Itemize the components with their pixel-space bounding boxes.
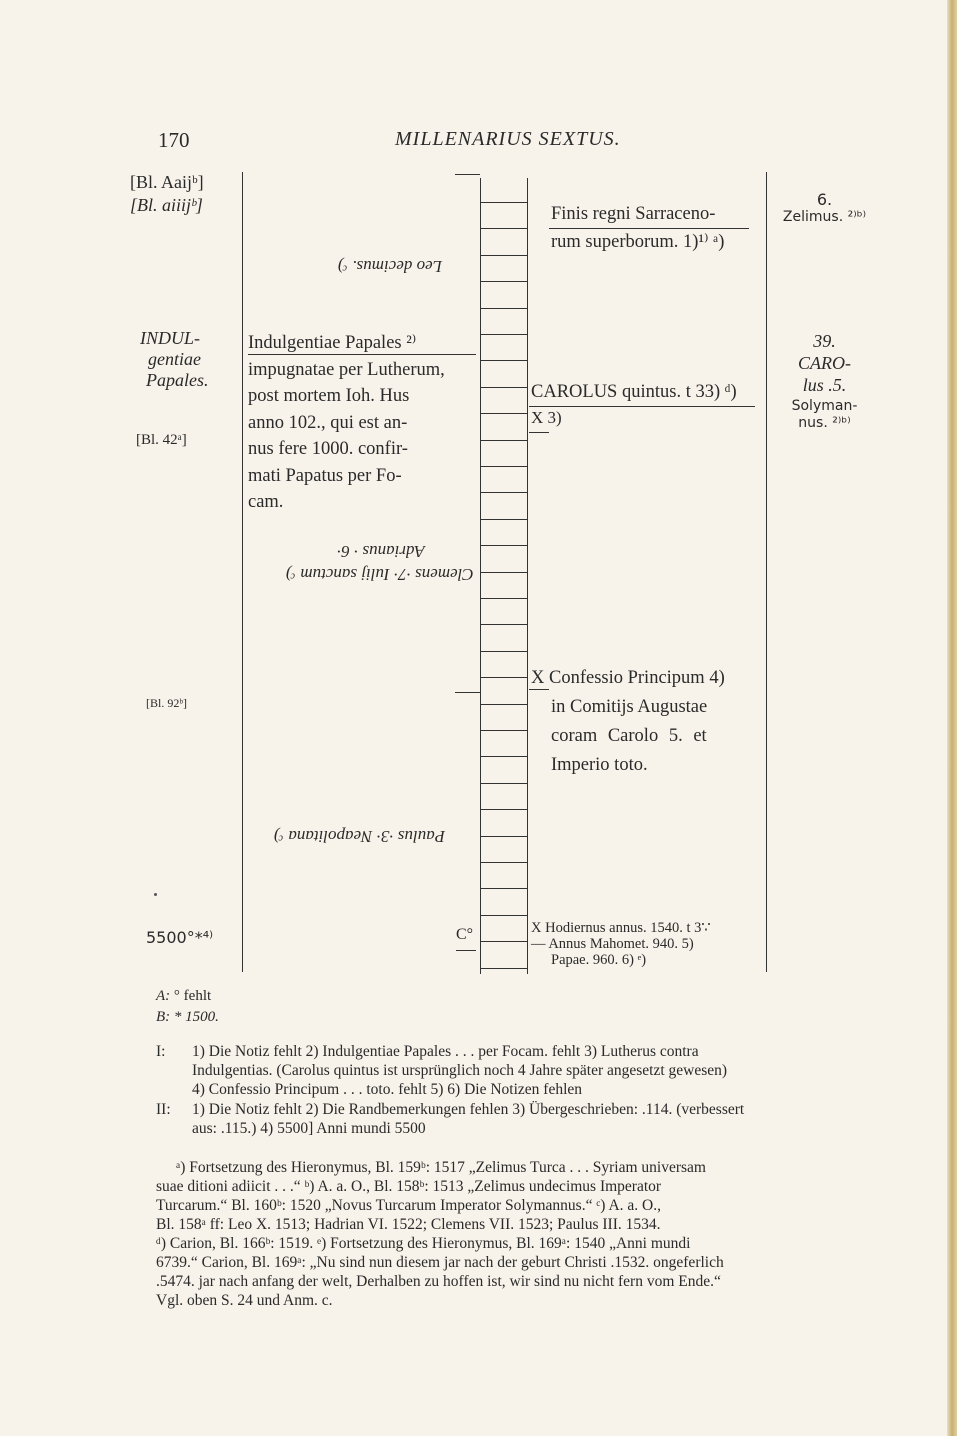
ladder-rung <box>481 334 527 335</box>
footnote-line: 6739.“ Carion, Bl. 169ᵃ: „Nu sind nun diesem jar nach der geburt Christi .1532. ongeferlich <box>156 1254 724 1271</box>
confessio-dash <box>529 689 549 690</box>
ladder-rung <box>481 413 527 414</box>
margin-ref-42: [Bl. 42ᵃ] <box>136 432 187 448</box>
indul-line-1: INDUL- <box>140 328 201 348</box>
hodie-line-3: Papae. 960. 6) ᵉ) <box>551 952 647 968</box>
rotated-adrianus-text: Adrianus · 6· <box>337 542 425 561</box>
indul-text-line: cam. <box>248 492 284 512</box>
variant-a-text: ° fehlt <box>173 988 212 1004</box>
zelimus: Zelimus. ²⁾ᵇ⁾ <box>782 209 867 225</box>
notes-i <box>156 1042 856 1099</box>
notes-i-label: I: <box>156 1043 166 1060</box>
margin-year: 5500°*⁴⁾ <box>146 928 214 947</box>
notes-i-line-2: Indulgentias. (Carolus quintus ist ursprünglich noch 4 Jahre später angesetzt gewesen) <box>192 1062 728 1079</box>
notes-ii-label: II: <box>156 1101 171 1118</box>
finis-line-1: Finis regni Sarraceno- <box>551 204 716 224</box>
variant-b-text: * 1500. <box>173 1009 219 1025</box>
ladder-rung <box>481 836 527 837</box>
ladder-rung <box>481 651 527 652</box>
variant-b-label: B: <box>156 1009 171 1025</box>
footnote-line: Bl. 158ᵃ ff: Leo X. 1513; Hadrian VI. 1522; Clemens VII. 1523; Paulus III. 1534. <box>156 1216 661 1233</box>
notes-ii-line-1: 1) Die Notiz fehlt 2) Die Randbemerkungen fehlen 3) Übergeschrieben: .114. (verbessert <box>192 1101 745 1118</box>
ladder-rung <box>481 440 527 441</box>
ladder-rung <box>481 756 527 757</box>
ladder-rung <box>481 545 527 546</box>
indul-text-line: mati Papatus per Fo- <box>248 465 402 486</box>
vline-left <box>242 172 243 972</box>
ladder-rung <box>481 255 527 256</box>
number-39: 39. <box>813 331 836 351</box>
x3: X 3) <box>531 408 562 427</box>
indul-underline <box>248 354 476 355</box>
footnote-line: ᵈ) Carion, Bl. 166ᵇ: 1519. ᵉ) Fortsetzung des Hieronymus, Bl. 169ᵃ: 1540 „Anni mundi <box>156 1235 691 1252</box>
rotated-clemens-text: Clemens ·7· Iulij sanctum ᶜ) <box>286 565 474 584</box>
ladder-rung <box>481 968 527 969</box>
margin-ref-92: [Bl. 92ᵇ] <box>146 696 188 710</box>
solyman: Solyman- <box>791 398 858 414</box>
ladder-rung <box>481 281 527 282</box>
hline-left-692 <box>455 692 480 693</box>
rotated-clemens <box>286 564 474 584</box>
hodie-block <box>531 920 711 968</box>
carolus-right-block <box>772 330 877 396</box>
indul-line-3: Papales. <box>146 370 209 390</box>
variants <box>156 986 219 1028</box>
ladder-rung <box>481 783 527 784</box>
vline-mid-left <box>480 178 481 974</box>
margin-indul <box>140 328 209 391</box>
ladder-rung <box>481 572 527 573</box>
ladder-rung <box>481 360 527 361</box>
ladder-rung <box>481 466 527 467</box>
vline-mid-right <box>527 178 528 974</box>
ladder-rung <box>481 202 527 203</box>
footnote-line: Turcarum.“ Bl. 160ᵇ: 1520 „Novus Turcarum Imperator Solymannus.“ ᶜ) A. a. O., <box>156 1197 661 1214</box>
ladder-rung <box>481 704 527 705</box>
footnote-line: ᵃ) Fortsetzung des Hieronymus, Bl. 159ᵇ: 1517 „Zelimus Turca . . . Syriam universam <box>176 1159 706 1176</box>
indul-text-line: anno 102., qui est an- <box>248 412 408 433</box>
indul-text-line: impugnatae per Lutherum, <box>248 359 445 380</box>
confessio-line-3: coram Carolo 5. et <box>551 726 707 746</box>
footnotes <box>156 1158 856 1310</box>
ladder-rung <box>481 677 527 678</box>
hline-top <box>455 174 480 175</box>
carolus-underline <box>529 406 755 407</box>
notes-i-line-3: 4) Confessio Principum . . . toto. fehlt 5) 6) Die Notizen fehlen <box>192 1081 583 1098</box>
notes-ii-line-2: aus: .115.) 4) 5500] Anni mundi 5500 <box>192 1120 426 1137</box>
lus5: lus .5. <box>802 375 847 395</box>
solyman-block <box>772 398 877 432</box>
caro: CARO- <box>798 353 851 373</box>
ladder-rung <box>481 730 527 731</box>
ladder-rung <box>481 862 527 863</box>
rotated-leo <box>338 256 442 276</box>
finis-underline <box>549 228 749 229</box>
ladder-rung <box>481 387 527 388</box>
ladder-rung <box>481 598 527 599</box>
ladder-rung <box>481 809 527 810</box>
ladder-rung <box>481 519 527 520</box>
rotated-paulus-text: Paulus ·3· Neapolitana ᶜ) <box>274 827 446 846</box>
page-edge <box>947 0 957 1436</box>
hodie-line-2: — Annus Mahomet. 940. 5) <box>531 936 694 952</box>
ladder-rung <box>481 888 527 889</box>
confessio-line-4: Imperio toto. <box>551 755 648 775</box>
footnote-line: .5474. jar nach anfang der welt, Derhalben zu hoffen ist, wir sind nu nicht fern vom Ende.“ <box>156 1273 721 1290</box>
ladder-rung <box>481 308 527 309</box>
footnote-line: Vgl. oben S. 24 und Anm. c. <box>156 1292 333 1309</box>
c-mark: C° <box>456 926 474 943</box>
number-six: 6. <box>816 190 833 209</box>
indulgentiae-text <box>248 357 480 516</box>
rotated-leo-text: Leo decimus. ᶜ) <box>338 257 443 276</box>
margin-dot <box>154 893 157 896</box>
footnote-line: suae ditioni adiicit . . .“ ᵇ) A. a. O., Bl. 158ᵇ: 1513 „Zelimus undecimus Imperator <box>156 1178 662 1195</box>
solyman-nus: nus. ²⁾ᵇ⁾ <box>798 415 851 431</box>
rotated-adrianus <box>337 541 425 561</box>
indulgentiae-head: Indulgentiae Papales ²⁾ <box>248 333 417 353</box>
running-title: MILLENARIUS SEXTUS. <box>395 128 621 150</box>
ladder-rung <box>481 228 527 229</box>
ladder-rung <box>481 624 527 625</box>
hodie-line-1: X Hodiernus annus. 1540. t 3∵ <box>531 920 711 936</box>
zelimus-block <box>772 190 877 225</box>
indul-text-line: post mortem Ioh. Hus <box>248 386 410 406</box>
ladder-rung <box>481 915 527 916</box>
x3-dash <box>529 432 549 433</box>
carolus: CAROLUS quintus. t 33) ᵈ) <box>531 382 737 402</box>
confessio-line-2: in Comitijs Augustae <box>551 697 708 717</box>
rotated-paulus <box>274 826 445 846</box>
confessio-block <box>531 664 725 780</box>
vline-right <box>766 172 767 972</box>
indulgentiae-block <box>248 330 480 516</box>
page-number: 170 <box>158 128 190 152</box>
confessio-line-1: X Confessio Principum 4) <box>531 668 725 688</box>
margin-ref-aaij: [Bl. Aaijᵇ] <box>130 172 204 192</box>
hline-c <box>456 950 476 951</box>
indul-line-2: gentiae <box>148 349 201 369</box>
ladder-rung <box>481 941 527 942</box>
finis-line-2: rum superborum. 1)¹⁾ ᵃ) <box>551 232 725 252</box>
indul-text-line: nus fere 1000. confir- <box>248 439 408 459</box>
notes-ii <box>156 1100 856 1138</box>
ladder-rung <box>481 492 527 493</box>
margin-ref-aiiij: [Bl. aiiijᵇ] <box>130 195 203 215</box>
variant-a-label: A: <box>156 988 171 1004</box>
notes-i-line-1: 1) Die Notiz fehlt 2) Indulgentiae Papales . . . per Focam. fehlt 3) Lutherus contra <box>192 1043 699 1060</box>
